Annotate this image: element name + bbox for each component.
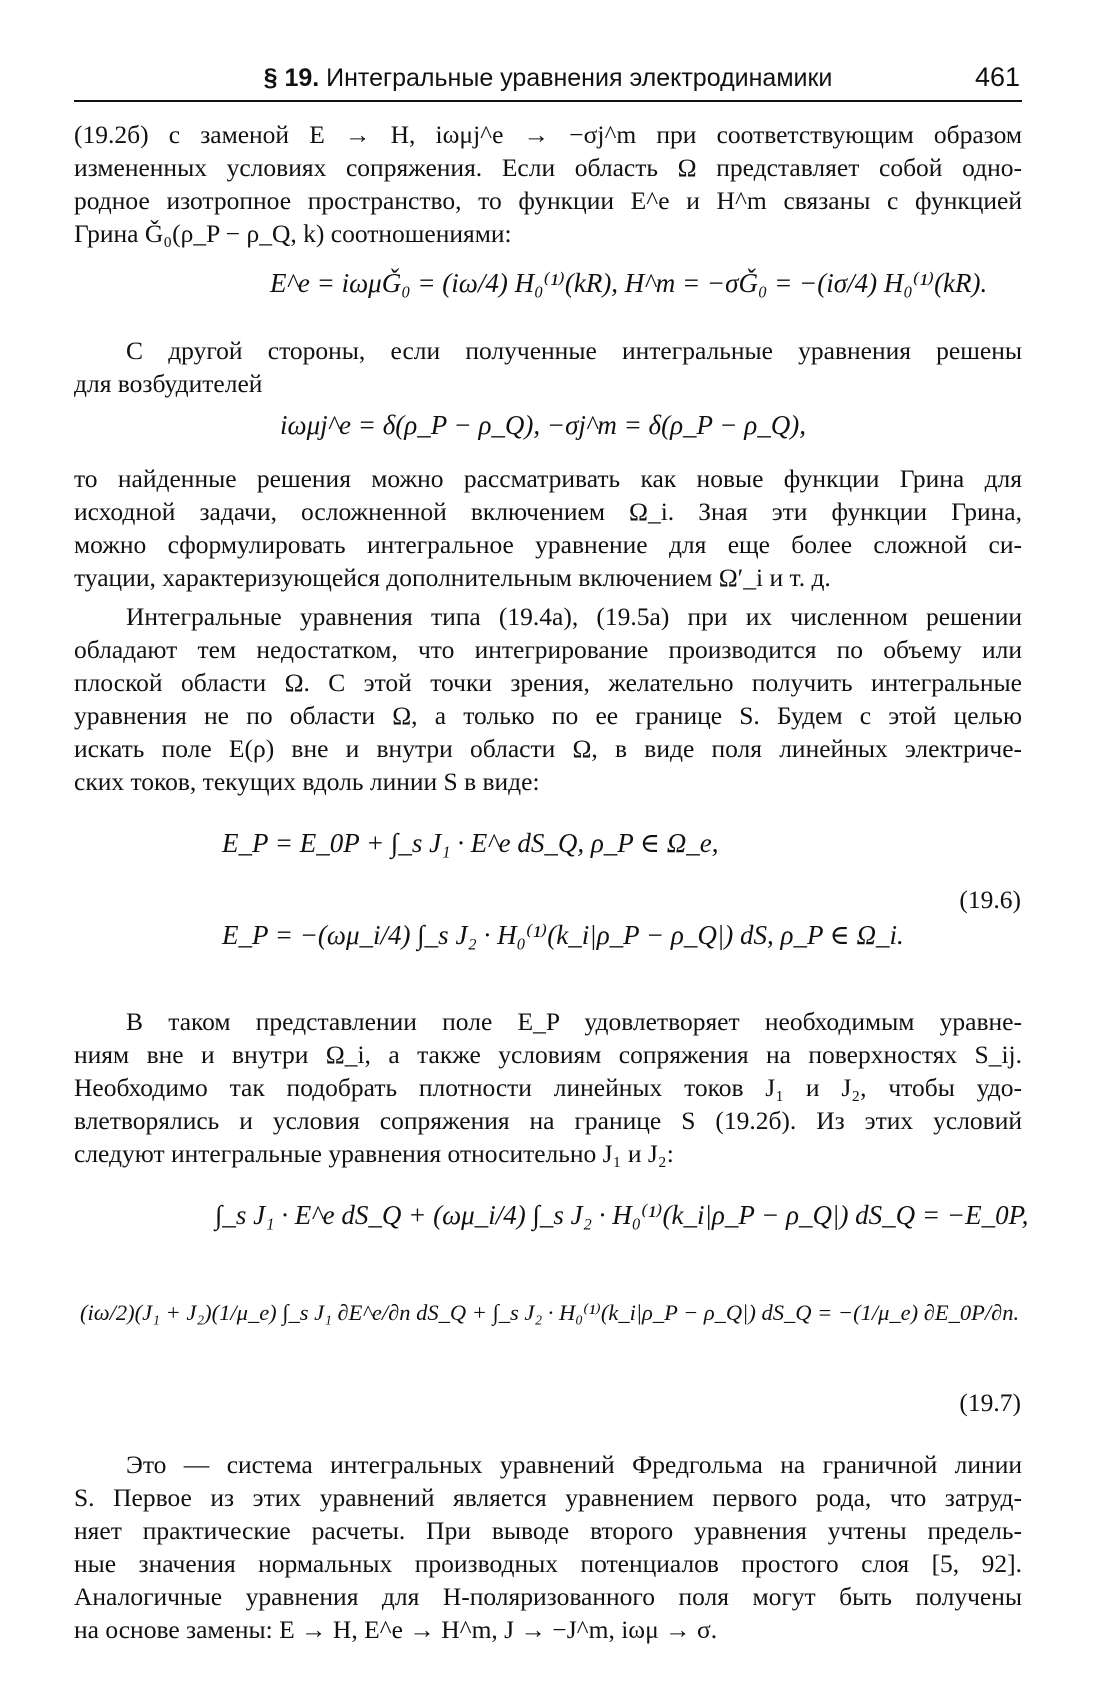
text-line: родное изотропное пространство, то функции E^e и H^m связаны с функцией (74, 186, 1022, 215)
text-line: ских токов, текущих вдоль линии S в виде: (74, 767, 540, 796)
text-line: для возбудителей (74, 369, 263, 398)
text-line: на основе замены: E → H, E^e → H^m, J → −J^m, iωμ → σ. (74, 1615, 718, 1644)
text-line: обладают тем недостатком, что интегрирование производится по объему или (74, 635, 1022, 664)
text-line: няет практические расчеты. При выводе второго уравнения учтены предель- (74, 1516, 1022, 1545)
text-line: искать поле E(ρ) вне и внутри области Ω, в виде поля линейных электриче- (74, 734, 1022, 763)
running-header (74, 58, 1022, 98)
text-line: влетворялись и условия сопряжения на границе S (19.2б). Из этих условий (74, 1106, 1022, 1135)
text-line: (19.2б) с заменой E → H, iωμj^e → −σj^m при соответствующим образом (74, 120, 1022, 149)
text-line: можно сформулировать интегральное уравнение для еще более сложной си- (74, 530, 1022, 559)
paragraph-1 (74, 118, 1022, 250)
section-title (74, 64, 1022, 93)
text-line: измененных условиях сопряжения. Если область Ω представляет собой одно- (74, 153, 1022, 182)
section-mark: § 19. (263, 64, 320, 92)
paragraph-2 (74, 334, 1022, 400)
text-line: уравнения не по области Ω, а только по ее границе S. Будем с этой целью (74, 701, 1022, 730)
text-line: Аналогичные уравнения для H-поляризованного поля могут быть получены (74, 1582, 1022, 1611)
text-line: ные значения нормальных производных потенциалов простого слоя [5, 92]. (74, 1549, 1022, 1578)
text-line: то найденные решения можно рассматривать как новые функции Грина для (74, 464, 1022, 493)
equation-green-functions: E^e = iωμǦ₀ = (iω/4) H₀⁽¹⁾(kR), H^m = −σǦ₀ = −(iσ/4) H₀⁽¹⁾(kR). (270, 268, 988, 298)
text-line: Это — система интегральных уравнений Фредгольма на граничной линии (126, 1450, 1022, 1479)
equation-number-19-6: (19.6) (959, 885, 1021, 914)
header-rule (74, 100, 1022, 102)
equation-19-7-line-1: ∫_s J₁ · E^e dS_Q + (ωμ_i/4) ∫_s J₂ · H₀⁽¹⁾(k_i|ρ_P − ρ_Q|) dS_Q = −E_0P, (215, 1200, 1029, 1230)
section-title-text: Интегральные уравнения электродинамики (326, 64, 833, 92)
text-line: Интегральные уравнения типа (19.4а), (19.5а) при их численном решении (126, 602, 1022, 631)
paragraph-3 (74, 462, 1022, 594)
paragraph-5 (74, 1005, 1022, 1170)
text-line: В таком представлении поле E_P удовлетворяет необходимым уравне- (126, 1007, 1022, 1036)
text-line: плоской области Ω. С этой точки зрения, желательно получить интегральные (74, 668, 1022, 697)
text-line: туации, характеризующейся дополнительным включением Ω′_i и т. д. (74, 563, 831, 592)
equation-19-6-line-1: E_P = E_0P + ∫_s J₁ · E^e dS_Q, ρ_P ∈ Ω_e, (222, 828, 719, 858)
page-number: 461 (974, 62, 1020, 92)
equation-19-6-line-2: E_P = −(ωμ_i/4) ∫_s J₂ · H₀⁽¹⁾(k_i|ρ_P − ρ_Q|) dS, ρ_P ∈ Ω_i. (222, 920, 904, 950)
paragraph-4 (74, 600, 1022, 798)
text-line: следуют интегральные уравнения относительно J₁ и J₂: (74, 1139, 674, 1168)
text-line: Грина Ǧ₀(ρ_P − ρ_Q, k) соотношениями: (74, 219, 512, 248)
paragraph-6 (74, 1448, 1022, 1646)
text-line: ниям вне и внутри Ω_i, а также условиям сопряжения на поверхностях S_ij. (74, 1040, 1022, 1069)
text-line: S. Первое из этих уравнений является уравнением первого рода, что затруд- (74, 1483, 1022, 1512)
equation-sources: iωμj^e = δ(ρ_P − ρ_Q), −σj^m = δ(ρ_P − ρ_Q), (280, 410, 806, 440)
text-line: Необходимо так подобрать плотности линейных токов J₁ и J₂, чтобы удо- (74, 1073, 1022, 1102)
equation-number-19-7: (19.7) (959, 1388, 1021, 1417)
text-line: исходной задачи, осложненной включением Ω_i. Зная эти функции Грина, (74, 497, 1022, 526)
text-line: С другой стороны, если полученные интегральные уравнения решены (126, 336, 1022, 365)
equation-19-7-line-2: (iω/2)(J₁ + J₂)(1/μ_e) ∫_s J₁ ∂E^e/∂n dS_Q + ∫_s J₂ · H₀⁽¹⁾(k_i|ρ_P − ρ_Q|) dS_Q = −(1/μ_e) ∂E_0P/∂n. (80, 1300, 1020, 1325)
